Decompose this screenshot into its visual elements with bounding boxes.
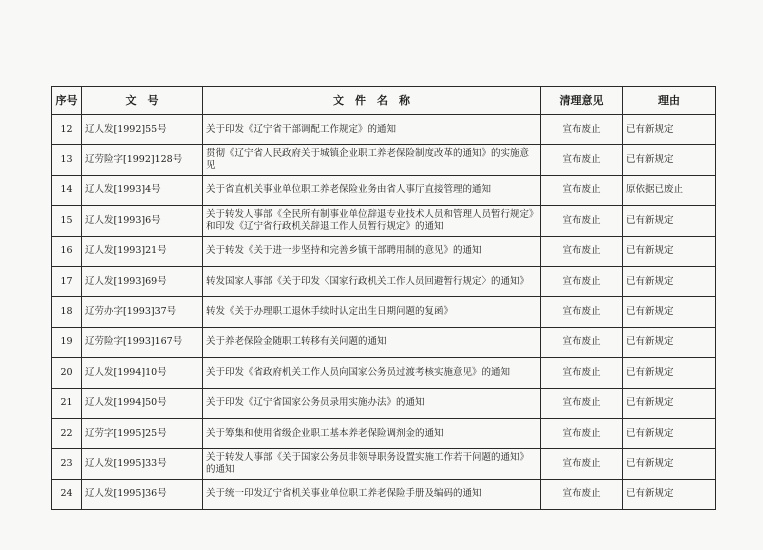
cell-no: 20 (52, 358, 82, 388)
cell-no: 12 (52, 115, 82, 145)
cell-reason: 已有新规定 (623, 449, 716, 479)
cell-opinion: 宣布废止 (541, 388, 623, 418)
cell-reason: 已有新规定 (623, 358, 716, 388)
cell-opinion: 宣布废止 (541, 266, 623, 296)
header-title: 文 件 名 称 (203, 87, 541, 115)
cell-reason: 已有新规定 (623, 266, 716, 296)
cell-no: 24 (52, 479, 82, 509)
cell-no: 23 (52, 449, 82, 479)
cell-opinion: 宣布废止 (541, 418, 623, 448)
cell-title: 贯彻《辽宁省人民政府关于城镇企业职工养老保险制度改革的通知》的实施意见 (203, 145, 541, 175)
cell-reason: 已有新规定 (623, 479, 716, 509)
table-row (52, 449, 716, 479)
cell-doc-no: 辽人发[1993]4号 (82, 175, 203, 205)
cell-doc-no: 辽人发[1994]50号 (82, 388, 203, 418)
cell-doc-no: 辽人发[1995]33号 (82, 449, 203, 479)
cell-doc-no: 辽劳办字[1993]37号 (82, 297, 203, 327)
cell-no: 13 (52, 145, 82, 175)
cell-doc-no: 辽人发[1995]36号 (82, 479, 203, 509)
cell-no: 16 (52, 236, 82, 266)
table-row (52, 175, 716, 205)
cell-title: 转发国家人事部《关于印发〈国家行政机关工作人员回避暂行规定〉的通知》 (203, 266, 541, 296)
table-body (52, 115, 716, 510)
cell-opinion: 宣布废止 (541, 236, 623, 266)
cell-no: 21 (52, 388, 82, 418)
cell-reason: 已有新规定 (623, 418, 716, 448)
cell-reason: 已有新规定 (623, 236, 716, 266)
cell-title: 关于转发人事部《全民所有制事业单位辞退专业技术人员和管理人员暂行规定》和印发《辽宁省行政机关辞退工作人员暂行规定》的通知 (203, 206, 541, 236)
cell-title: 关于统一印发辽宁省机关事业单位职工养老保险手册及编码的通知 (203, 479, 541, 509)
cell-doc-no: 辽劳险字[1992]128号 (82, 145, 203, 175)
header-doc-no: 文 号 (82, 87, 203, 115)
table-row (52, 206, 716, 236)
cell-opinion: 宣布废止 (541, 206, 623, 236)
cell-no: 22 (52, 418, 82, 448)
cell-opinion: 宣布废止 (541, 115, 623, 145)
cell-no: 14 (52, 175, 82, 205)
cell-title: 关于印发《辽宁省国家公务员录用实施办法》的通知 (203, 388, 541, 418)
table-row (52, 358, 716, 388)
table-row (52, 266, 716, 296)
cell-doc-no: 辽劳字[1995]25号 (82, 418, 203, 448)
cell-title: 关于筹集和使用省级企业职工基本养老保险调剂金的通知 (203, 418, 541, 448)
cell-title: 转发《关于办理职工退休手续时认定出生日期问题的复函》 (203, 297, 541, 327)
cell-doc-no: 辽劳险字[1993]167号 (82, 327, 203, 357)
table-row (52, 479, 716, 509)
cell-no: 17 (52, 266, 82, 296)
table-row (52, 145, 716, 175)
cell-reason: 已有新规定 (623, 115, 716, 145)
cell-reason: 已有新规定 (623, 327, 716, 357)
table-row (52, 115, 716, 145)
cell-title: 关于印发《省政府机关工作人员向国家公务员过渡考核实施意见》的通知 (203, 358, 541, 388)
table-row (52, 388, 716, 418)
cell-opinion: 宣布废止 (541, 327, 623, 357)
header-reason: 理由 (623, 87, 716, 115)
cell-title: 关于转发人事部《关于国家公务员非领导职务设置实施工作若干问题的通知》的通知 (203, 449, 541, 479)
header-no: 序号 (52, 87, 82, 115)
cell-opinion: 宣布废止 (541, 449, 623, 479)
header-opinion: 清理意见 (541, 87, 623, 115)
cell-doc-no: 辽人发[1993]21号 (82, 236, 203, 266)
table-row (52, 297, 716, 327)
cell-title: 关于养老保险金随职工转移有关问题的通知 (203, 327, 541, 357)
cell-no: 18 (52, 297, 82, 327)
table-row (52, 418, 716, 448)
cell-reason: 已有新规定 (623, 145, 716, 175)
table-row (52, 236, 716, 266)
cell-opinion: 宣布废止 (541, 297, 623, 327)
cell-reason: 原依据已废止 (623, 175, 716, 205)
cell-title: 关于转发《关于进一步坚持和完善乡镇干部聘用制的意见》的通知 (203, 236, 541, 266)
document-cleanup-table (51, 86, 716, 510)
cell-doc-no: 辽人发[1993]69号 (82, 266, 203, 296)
cell-title: 关于印发《辽宁省干部调配工作规定》的通知 (203, 115, 541, 145)
table-header-row (52, 87, 716, 115)
cell-reason: 已有新规定 (623, 388, 716, 418)
cell-no: 19 (52, 327, 82, 357)
cell-doc-no: 辽人发[1992]55号 (82, 115, 203, 145)
cell-opinion: 宣布废止 (541, 358, 623, 388)
cell-doc-no: 辽人发[1994]10号 (82, 358, 203, 388)
cell-opinion: 宣布废止 (541, 175, 623, 205)
cell-doc-no: 辽人发[1993]6号 (82, 206, 203, 236)
cell-reason: 已有新规定 (623, 206, 716, 236)
cell-opinion: 宣布废止 (541, 145, 623, 175)
table-row (52, 327, 716, 357)
cell-reason: 已有新规定 (623, 297, 716, 327)
cell-no: 15 (52, 206, 82, 236)
cell-opinion: 宣布废止 (541, 479, 623, 509)
cell-title: 关于省直机关事业单位职工养老保险业务由省人事厅直接管理的通知 (203, 175, 541, 205)
